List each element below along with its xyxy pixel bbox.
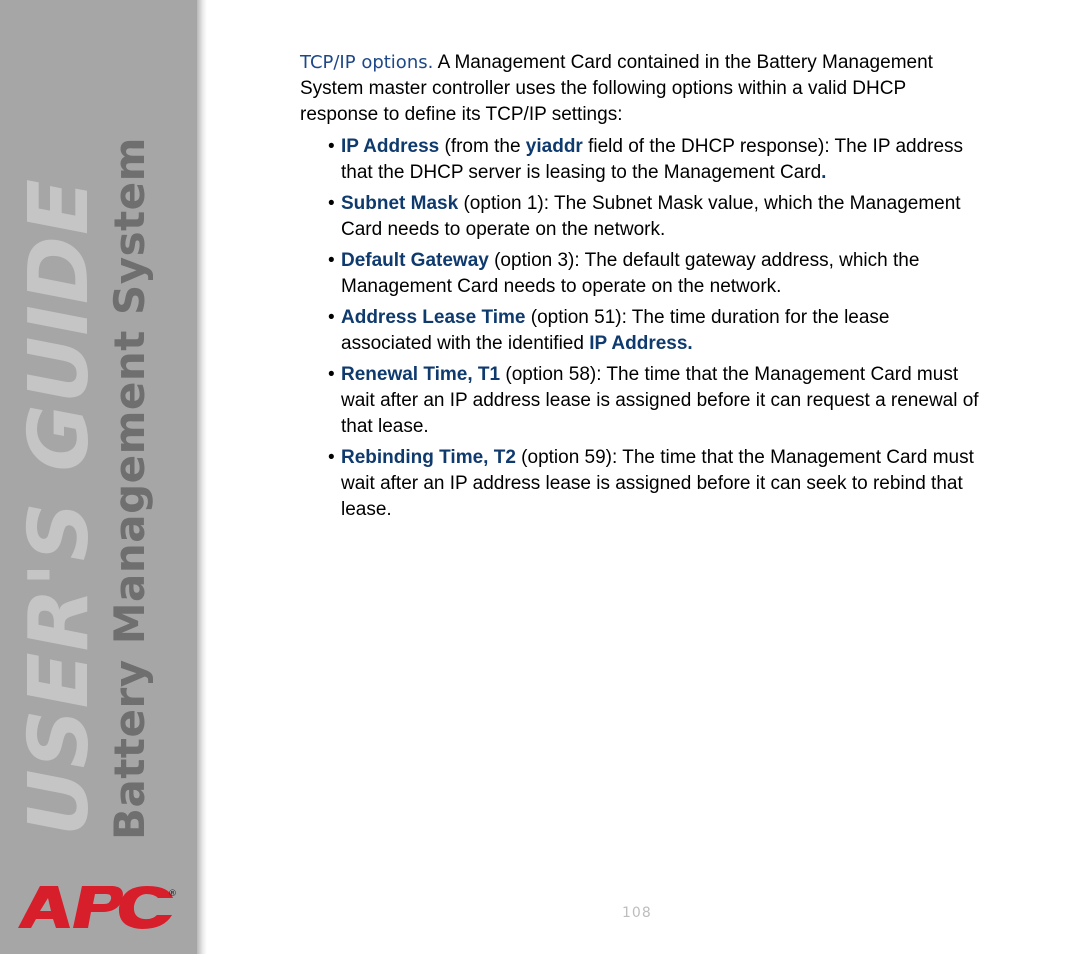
sidebar-shadow: [197, 0, 207, 954]
list-item: [300, 191, 980, 243]
option-text: (option 51): The time duration for the lease associated with the identified: [341, 307, 890, 354]
option-end: .: [821, 162, 827, 183]
list-item: [300, 134, 980, 186]
option-term: IP Address: [341, 136, 440, 157]
apc-logo-graphic: [18, 884, 178, 930]
intro-text: A Management Card contained in the Battery Management System master controller uses the following options within a valid DHCP response to define its TCP/IP settings:: [300, 52, 933, 125]
bullet: •: [328, 447, 335, 468]
list-item: [300, 305, 980, 357]
option-term: Address Lease Time: [341, 307, 526, 328]
option-field: yiaddr: [525, 136, 583, 157]
option-term: Rebinding Time, T2: [341, 447, 516, 468]
apc-logo: [18, 884, 178, 935]
logo-registered-mark: ®: [168, 889, 177, 899]
bullet: •: [328, 193, 335, 214]
page-number: 108: [622, 905, 652, 921]
series-title: Battery Management System: [105, 137, 154, 840]
option-text: field of the DHCP response): The IP address that the DHCP server is leasing to the Management Card: [341, 136, 964, 183]
list-item: [300, 248, 980, 300]
bullet: •: [328, 136, 335, 157]
option-text: (option 58): The time that the Management Card must wait after an IP address lease is assigned before it can request a renewal of that lease.: [341, 364, 979, 437]
list-item: [300, 445, 980, 523]
option-text: (option 59): The time that the Management Card must wait after an IP address lease is assigned before it can seek to rebind that lease.: [341, 447, 974, 520]
list-item: [300, 362, 980, 440]
option-text: (option 1): The Subnet Mask value, which the Management Card needs to operate on the network.: [341, 193, 961, 240]
bullet: •: [328, 250, 335, 271]
bullet: •: [328, 364, 335, 385]
option-term: Default Gateway: [341, 250, 489, 271]
option-ref: IP Address.: [589, 333, 693, 354]
intro-paragraph: [300, 50, 980, 128]
bullet: •: [328, 307, 335, 328]
intro-term: TCP/IP options.: [300, 52, 434, 73]
option-term: Subnet Mask: [341, 193, 459, 214]
option-term: Renewal Time, T1: [341, 364, 501, 385]
guide-title: USER'S GUIDE: [12, 178, 107, 836]
dhcp-options-list: [300, 134, 980, 523]
main-content: [300, 50, 980, 528]
option-text: (option 3): The default gateway address, which the Management Card needs to operate on the network.: [341, 250, 920, 297]
option-text: (from the: [439, 136, 526, 157]
